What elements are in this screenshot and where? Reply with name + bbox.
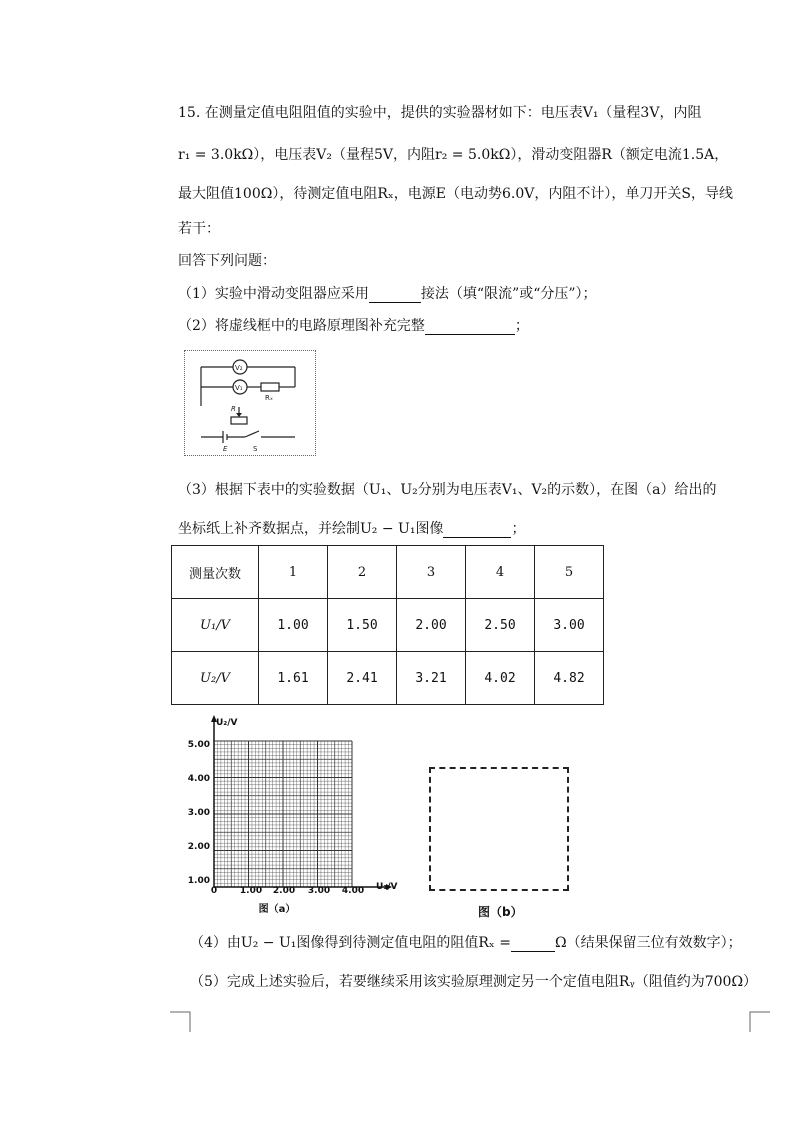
problem-line-1: 15. 在测量定值电阻阻值的实验中，提供的实验器材如下：电压表V₁（量程3V，内阻 — [178, 105, 702, 121]
label-e: E — [223, 445, 228, 453]
x-tick-label: 4.00 — [341, 886, 365, 896]
table-cell: 3.00 — [535, 599, 604, 652]
corner-mark-left — [170, 1010, 192, 1032]
switch-icon — [245, 431, 259, 437]
problem-line-4: 若干： — [178, 221, 220, 237]
table-row — [172, 652, 604, 705]
graph-b-box — [429, 767, 569, 891]
rheostat-slider-icon — [236, 413, 242, 417]
data-table — [171, 545, 604, 705]
label-r: R — [231, 405, 236, 413]
table-header-cell: 4 — [466, 546, 535, 599]
table-cell: 4.02 — [466, 652, 535, 705]
table-row-label: U₂/V — [172, 652, 259, 705]
table-row-label: U₁/V — [172, 599, 259, 652]
graph-a-caption: 图（a） — [258, 904, 296, 915]
x-tick-label: 0 — [210, 886, 218, 896]
graph-a-x-axis-label: U₁/V — [376, 882, 398, 892]
graph-b-caption: 图（b） — [478, 905, 523, 919]
graph-a-grid — [214, 741, 352, 887]
table-header-cell: 2 — [328, 546, 397, 599]
table-header-cell: 1 — [259, 546, 328, 599]
question-1-prefix: （1）实验中滑动变阻器应采用 — [178, 286, 369, 302]
table-header-row — [172, 546, 604, 599]
graph-a — [180, 712, 410, 922]
rheostat-icon — [231, 417, 247, 424]
table-cell: 2.41 — [328, 652, 397, 705]
label-v2: V₂ — [235, 364, 243, 372]
circuit-frame — [184, 350, 316, 456]
circuit-diagram — [185, 351, 315, 455]
y-tick-label: 2.00 — [187, 842, 210, 852]
table-cell: 2.50 — [466, 599, 535, 652]
question-5: （5）完成上述实验后，若要继续采用该实验原理测定另一个定值电阻Rᵧ（阻值约为700Ω） — [190, 974, 758, 990]
table-row — [172, 599, 604, 652]
question-4 — [190, 934, 742, 952]
question-2 — [178, 317, 529, 335]
table-cell: 1.61 — [259, 652, 328, 705]
table-header-cell: 3 — [397, 546, 466, 599]
y-tick-label: 4.00 — [187, 774, 210, 784]
label-s: S — [253, 445, 258, 453]
answer-blank-2[interactable] — [425, 334, 515, 335]
question-2-prefix: （2）将虚线框中的电路原理图补充完整 — [178, 318, 425, 334]
table-cell: 2.00 — [397, 599, 466, 652]
question-3-prefix: 坐标纸上补齐数据点，并绘制U₂ − U₁图像 — [178, 521, 444, 537]
table-header-cell: 测量次数 — [172, 546, 259, 599]
question-1 — [178, 285, 597, 303]
y-tick-label: 1.00 — [187, 876, 210, 886]
resistor-rx-icon — [261, 383, 279, 391]
table-cell: 3.21 — [397, 652, 466, 705]
question-3-line-2 — [178, 520, 525, 538]
question-4-suffix: Ω（结果保留三位有效数字）； — [555, 935, 742, 951]
problem-line-2: r₁ = 3.0kΩ），电压表V₂（量程5V，内阻r₂ = 5.0kΩ），滑动变阻器R（额定电流1.5A， — [178, 147, 729, 163]
question-4-prefix: （4）由U₂ − U₁图像得到待测定值电阻的阻值Rₓ = — [190, 935, 512, 951]
answer-blank-3[interactable] — [443, 537, 511, 538]
question-3-line-1: （3）根据下表中的实验数据（U₁、U₂分别为电压表V₁、V₂的示数），在图（a）给出的 — [178, 482, 717, 498]
table-cell: 1.00 — [259, 599, 328, 652]
table-cell: 4.82 — [535, 652, 604, 705]
graph-a-y-axis-label: U₂/V — [216, 718, 238, 728]
problem-line-3: 最大阻值100Ω），待测定值电阻Rₓ，电源E（电动势6.0V，内阻不计），单刀开关S，导线 — [178, 186, 733, 202]
answer-blank-4[interactable] — [511, 951, 555, 952]
question-1-suffix: 接法（填“限流”或“分压”）； — [420, 286, 597, 302]
question-2-suffix: ； — [514, 318, 529, 334]
x-tick-label: 1.00 — [239, 886, 263, 896]
table-cell: 1.50 — [328, 599, 397, 652]
y-tick-label: 5.00 — [187, 740, 210, 750]
question-3-suffix: ； — [511, 521, 526, 537]
table-header-cell: 5 — [535, 546, 604, 599]
x-tick-label: 2.00 — [272, 886, 296, 896]
y-tick-label: 3.00 — [187, 808, 210, 818]
answer-blank-1[interactable] — [369, 302, 421, 303]
label-v1: V₁ — [235, 384, 243, 392]
label-rx: Rₓ — [265, 394, 273, 402]
corner-mark-right — [748, 1010, 770, 1032]
problem-prompt: 回答下列问题： — [178, 253, 276, 269]
x-tick-label: 3.00 — [307, 886, 331, 896]
